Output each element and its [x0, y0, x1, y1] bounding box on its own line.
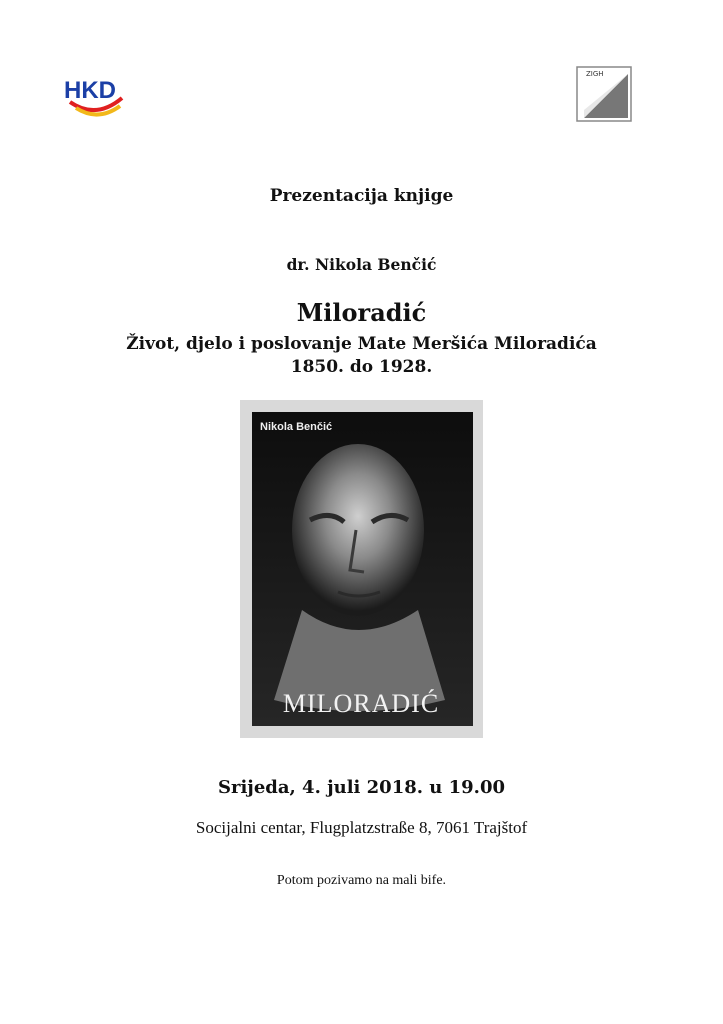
cover-title: MILORADIĆ: [282, 689, 440, 718]
subtitle-line-1: Život, djelo i poslovanje Mate Meršića Miloradića: [126, 334, 597, 354]
event-address: Socijalni centar, Flugplatzstraße 8, 7061 Trajštof: [195, 818, 528, 837]
cover-author: Nikola Benčić: [260, 421, 333, 433]
zigh-logo: [576, 66, 632, 122]
subtitle-line-2: 1850. do 1928.: [290, 357, 433, 377]
event-date-time: Srijeda, 4. juli 2018. u 19.00: [217, 777, 505, 798]
event-heading: Prezentacija knjige: [269, 186, 454, 206]
author-name: dr. Nikola Benčić: [286, 255, 437, 274]
book-title: Miloradić: [296, 298, 427, 327]
book-cover-image: [240, 400, 483, 738]
event-note: Potom pozivamo na mali bife.: [276, 873, 447, 888]
zigh-logo-text: ZIGH: [586, 70, 604, 78]
hkd-logo: [62, 68, 126, 120]
hkd-logo-text: HKD: [64, 77, 116, 104]
book-subtitle: [0, 333, 723, 379]
